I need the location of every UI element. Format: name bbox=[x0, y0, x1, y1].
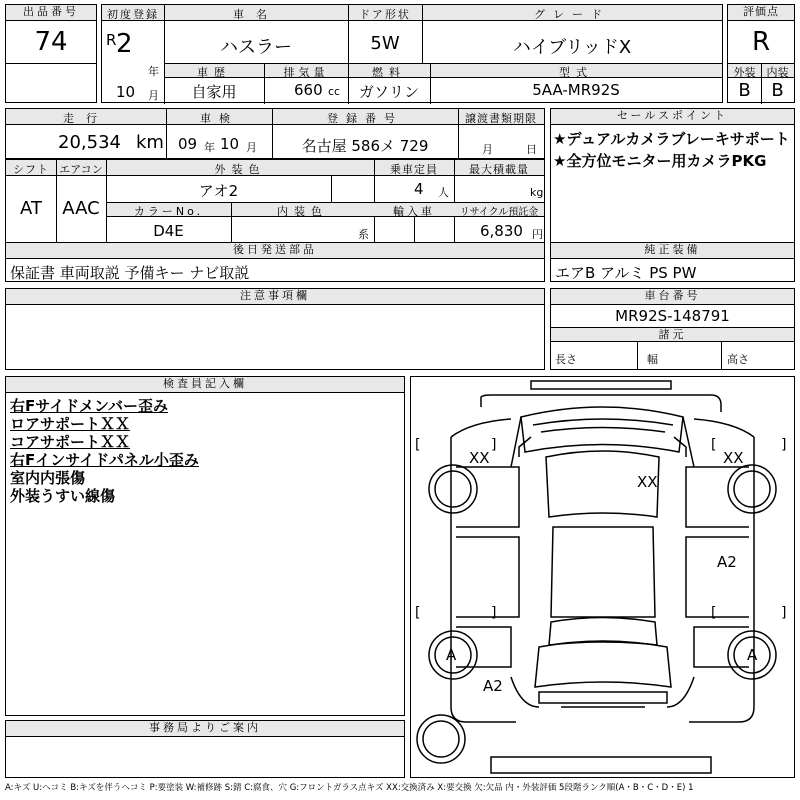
model-value: 5AA-MR92S bbox=[532, 81, 620, 99]
lot-box bbox=[5, 4, 97, 103]
undercarriage bbox=[491, 757, 711, 773]
sales-point-2: ★全方位モニター用カメラPKG bbox=[553, 152, 767, 170]
lot-number: 74 bbox=[34, 27, 68, 57]
sales-points-label: セールスポイント bbox=[551, 109, 794, 125]
mileage-label: 走行 bbox=[63, 112, 109, 125]
inspection-month: 10 bbox=[220, 135, 240, 153]
inspector-note-4: 右Fインサイドパネル小歪み bbox=[10, 451, 199, 469]
inspector-note-1: 右Fサイドメンバー歪み bbox=[10, 397, 168, 415]
transfer-month-unit: 月 bbox=[482, 143, 493, 156]
door-label: ドア形状 bbox=[359, 8, 411, 21]
color-no-value: D4E bbox=[153, 222, 184, 240]
shift-value: AT bbox=[20, 198, 42, 219]
max-load-unit: kg bbox=[530, 186, 544, 199]
equipment-value: エアB アルミ PS PW bbox=[555, 264, 697, 282]
bracket-lf-close: ] bbox=[491, 437, 497, 453]
int-score: B bbox=[771, 80, 784, 101]
hood bbox=[521, 407, 683, 452]
mark-left-front: XX bbox=[469, 449, 490, 467]
roof bbox=[551, 527, 655, 617]
wheel-right-front bbox=[728, 465, 776, 513]
equipment-box bbox=[550, 242, 795, 282]
capacity-label: 乗車定員 bbox=[390, 163, 438, 176]
aircon-label: エアコン bbox=[59, 163, 103, 176]
caution-label: 注意事項欄 bbox=[6, 289, 544, 305]
inspection-label: 車検 bbox=[200, 112, 238, 125]
inspection-month-unit: 月 bbox=[246, 141, 257, 154]
fuel-label: 燃料 bbox=[372, 66, 406, 79]
dimensions-label: 諸元 bbox=[551, 328, 794, 342]
inspector-box bbox=[5, 376, 405, 716]
plate-label: 登録番号 bbox=[327, 112, 403, 125]
chassis-value: MR92S-148791 bbox=[615, 307, 730, 325]
ext-score-label: 外装 bbox=[733, 66, 756, 79]
wheel-left-front bbox=[429, 465, 477, 513]
inspector-note-5: 室内内張傷 bbox=[10, 469, 86, 487]
main-header-grid bbox=[101, 4, 723, 103]
recycle-value: 6,830 bbox=[480, 222, 523, 240]
car-name: ハスラー bbox=[220, 37, 292, 58]
score-label: 評価点 bbox=[728, 5, 794, 21]
grade: ハイブリッドX bbox=[512, 37, 632, 58]
mark-right-mid: A2 bbox=[717, 553, 737, 571]
exterior-color-value: アオ2 bbox=[198, 182, 239, 200]
dim-length-label: 長さ bbox=[555, 353, 577, 366]
front-bumper bbox=[531, 381, 671, 389]
spare-tire bbox=[417, 715, 465, 763]
max-load-label: 最大積載量 bbox=[469, 163, 529, 176]
chassis-label: 車台番号 bbox=[551, 289, 794, 305]
capacity-value: 4 bbox=[414, 180, 424, 198]
spec-grid bbox=[5, 159, 545, 244]
ext-score: B bbox=[738, 80, 751, 101]
later-parts-box bbox=[5, 242, 545, 282]
later-parts-value: 保証書 車両取説 予備キー ナビ取説 bbox=[10, 264, 250, 282]
color-no-label: カラーNo. bbox=[133, 205, 204, 218]
office-label: 事務局よりご案内 bbox=[6, 721, 404, 737]
first-reg-label: 初度登録 bbox=[107, 8, 159, 21]
grade-label: グレード bbox=[534, 8, 610, 21]
mileage-value: 20,534 bbox=[58, 132, 121, 153]
mileage-unit: km bbox=[136, 132, 164, 153]
legend: A:キズ U:ヘコミ B:キズを伴うヘコミ P:要塗装 W:補修跡 S:錆 C:腐食、穴 G:フロントガラス点キズ XX:交換済み X:要交換 欠:欠品 内・外装評価 5段階ランク順(A・B・C・D・E) 1 bbox=[5, 783, 694, 793]
right-side-outline bbox=[689, 437, 754, 722]
bracket-lf-open: [ bbox=[415, 437, 421, 453]
import-label: 輸入車 bbox=[393, 205, 435, 218]
rear-bumper bbox=[539, 692, 667, 703]
shift-label: シフト bbox=[13, 163, 49, 176]
first-reg-month: 10 bbox=[116, 83, 136, 101]
dim-width-label: 幅 bbox=[647, 353, 658, 366]
tailgate bbox=[535, 641, 671, 687]
recycle-label: リサイクル預託金 bbox=[459, 207, 539, 218]
mark-center: XX bbox=[637, 473, 658, 491]
inspector-note-3: コアサポートＸＸ bbox=[10, 433, 131, 451]
first-reg-year-unit: 年 bbox=[148, 65, 159, 78]
first-reg-era: R bbox=[106, 31, 117, 49]
first-reg-month-unit: 月 bbox=[148, 89, 159, 102]
inspector-note-2: ロアサポートＸＸ bbox=[10, 415, 131, 433]
inspection-year: 09 bbox=[178, 135, 198, 153]
bracket-rf-close: ] bbox=[781, 437, 787, 453]
chassis-box bbox=[550, 288, 795, 370]
score-value: R bbox=[751, 27, 771, 57]
right-rear-door bbox=[686, 537, 749, 617]
transfer-day-unit: 日 bbox=[526, 143, 537, 156]
displacement-label: 排気量 bbox=[283, 66, 329, 79]
interior-color-unit: 系 bbox=[358, 228, 369, 241]
door-type: 5W bbox=[370, 33, 400, 54]
transfer-label: 譲渡書類期限 bbox=[465, 112, 537, 125]
interior-color-label: 内装色 bbox=[277, 205, 328, 218]
plate-value: 名古屋 586メ 729 bbox=[301, 137, 429, 155]
inspector-label: 検査員記入欄 bbox=[6, 377, 404, 393]
displacement-unit: cc bbox=[328, 85, 341, 98]
bracket-rf-open: [ bbox=[711, 437, 717, 453]
score-box bbox=[727, 4, 795, 103]
mileage-grid bbox=[5, 108, 545, 159]
displacement-value: 660 bbox=[294, 81, 323, 99]
bracket-lr-close: ] bbox=[491, 605, 497, 621]
inspector-note-6: 外装うすい線傷 bbox=[10, 487, 116, 505]
inspection-year-unit: 年 bbox=[204, 141, 215, 154]
equipment-label: 純正装備 bbox=[551, 243, 794, 259]
bracket-rr-close: ] bbox=[781, 605, 787, 621]
left-rear-door bbox=[456, 537, 519, 617]
model-label: 型式 bbox=[559, 66, 593, 79]
first-reg-year: 2 bbox=[116, 29, 133, 59]
mark-lr-wheel: A bbox=[446, 646, 457, 664]
exterior-color-label: 外装色 bbox=[214, 163, 266, 176]
bracket-lr-open: [ bbox=[415, 605, 421, 621]
history-label: 車歴 bbox=[197, 66, 231, 79]
aircon-value: AAC bbox=[62, 198, 100, 219]
office-box bbox=[5, 720, 405, 778]
capacity-unit: 人 bbox=[438, 186, 449, 199]
recycle-unit: 円 bbox=[532, 228, 543, 241]
bracket-rr-open: [ bbox=[711, 605, 717, 621]
mark-right-front: XX bbox=[723, 449, 744, 467]
caution-box bbox=[5, 288, 545, 370]
lot-label: 出品番号 bbox=[6, 5, 96, 21]
dim-height-label: 高さ bbox=[727, 353, 749, 366]
fuel-value: ガソリン bbox=[358, 83, 419, 101]
car-name-label: 車名 bbox=[233, 8, 279, 21]
car-diagram bbox=[410, 376, 795, 778]
car-diagram-svg bbox=[411, 377, 794, 777]
int-score-label: 内装 bbox=[766, 66, 789, 79]
sales-points-box bbox=[550, 108, 795, 244]
later-parts-label: 後日発送部品 bbox=[6, 243, 544, 259]
history-value: 自家用 bbox=[191, 83, 237, 101]
mark-rr-wheel: A bbox=[747, 646, 758, 664]
sales-point-1: ★デュアルカメラブレーキサポート bbox=[553, 130, 790, 148]
mark-left-rear: A2 bbox=[483, 677, 503, 695]
